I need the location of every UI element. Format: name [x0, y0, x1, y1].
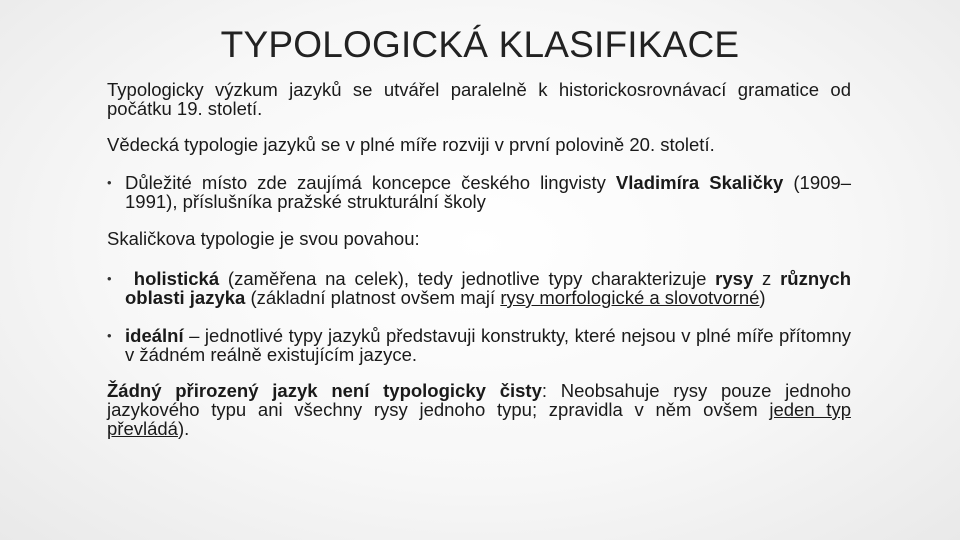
term-holistic: holistická — [133, 268, 220, 289]
text-span: ). — [177, 418, 190, 439]
text-span: z — [753, 268, 781, 289]
term-rysy: rysy — [715, 268, 754, 289]
bold-statement: Žádný přirozený jazyk není typologicky čisty — [107, 380, 542, 401]
bullet-holistic — [107, 269, 851, 307]
text-span: ) — [759, 287, 766, 308]
text-span: : Neobsahuje rysy pouze jednoho jazykového typu ani všechny rysy jednoho typu; zpravidla v něm ovšem — [107, 380, 851, 420]
bullet-dot: • — [107, 328, 112, 343]
bullet-dot: • — [107, 175, 112, 190]
paragraph-history: Typologicky výzkum jazyků se utvářel paralelně k historickosrovnávací gramatice od počátku 19. století. — [107, 79, 851, 119]
text-span: Důležité místo zde zaujímá koncepce českého lingvisty — [125, 172, 616, 193]
term-oblasti: různych oblasti jazyka — [125, 268, 852, 308]
underlined-dominant-type: jeden typ převládá — [107, 399, 851, 439]
bullet-ideal — [107, 326, 851, 364]
bullet-skalicka-text — [125, 173, 851, 211]
paragraph-scientific-typology: Vědecká typologie jazyků se v plné míře rozviji v první polovině 20. století. — [107, 134, 715, 155]
term-ideal: ideální — [125, 325, 184, 346]
bullet-holistic-text — [125, 269, 851, 307]
text-span: (základní platnost ovšem mají — [245, 287, 501, 308]
paragraph-nature: Skaličkova typologie je svou povahou: — [107, 228, 420, 249]
text-span: (1909–1991), příslušníka pražské strukturální školy — [125, 172, 851, 212]
underlined-morphological: rysy morfologické a slovotvorné — [500, 287, 760, 308]
text-span: – jednotlivé typy jazyků představuji konstrukty, které nejsou v plné míře přítomny v žádném reálně existujícím jazyce. — [125, 325, 851, 365]
paragraph-no-pure-language — [107, 381, 851, 438]
slide-content — [107, 80, 851, 438]
bullet-skalicka — [107, 173, 851, 211]
text-span: (zaměřena na celek), tedy jednotlive typy charakterizuje — [219, 268, 716, 289]
bullet-ideal-text — [125, 326, 851, 364]
name-skalicka: Vladimíra Skaličky — [615, 172, 784, 193]
slide-title: TYPOLOGICKÁ KLASIFIKACE — [220, 24, 740, 65]
bullet-dot: • — [107, 271, 112, 286]
